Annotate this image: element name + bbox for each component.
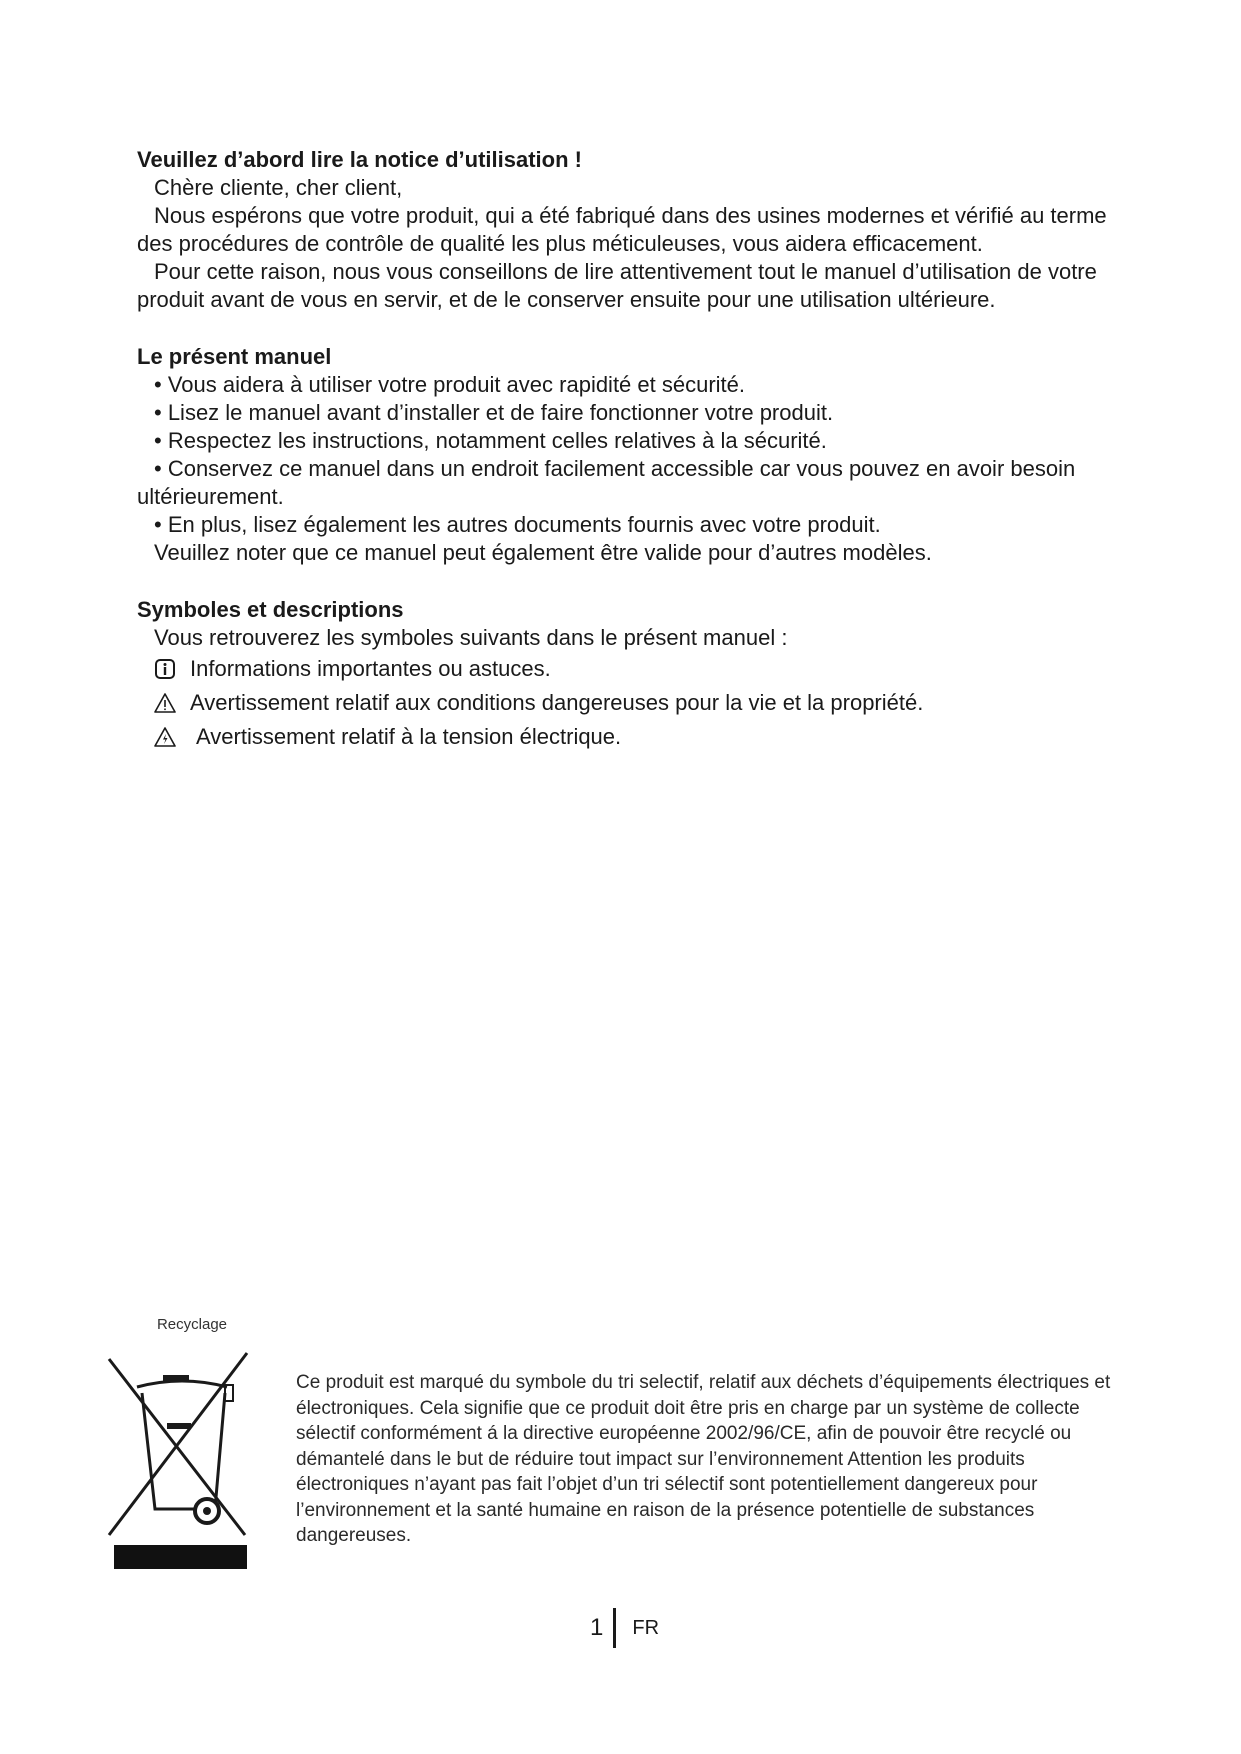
symbols-title: Symboles et descriptions: [137, 597, 404, 622]
symbols-intro: Vous retrouverez les symboles suivants dans le présent manuel :: [154, 625, 788, 650]
page-footer: [590, 1608, 659, 1648]
main-content: [137, 146, 1137, 754]
recycling-symbol: [107, 1316, 257, 1574]
symbol-description: Avertissement relatif à la tension électrique.: [196, 724, 622, 749]
electric-warning-icon: [154, 726, 176, 748]
greeting: Chère cliente, cher client,: [154, 175, 403, 200]
warning-icon: [154, 692, 176, 714]
intro-paragraph-1: Nous espérons que votre produit, qui a été fabriqué dans des usines modernes et vérifié au terme des procédures de contrôle de qualité les plus méticuleuses, vous aidera efficacement.: [137, 203, 1107, 256]
recycling-text: Ce produit est marqué du symbole du tri selectif, relatif aux déchets d’équipements électriques et électroniques. Cela signifie que ce produit doit être pris en charge par un système de collecte sélectif conformément á la directive européenne 2002/96/CE, afin de pouvoir être recyclé ou démantelé dans le but de réduire tout impact sur l’environnement Attention les produits électroniques n’ayant pas fait l’objet d’un tri sélectif sont potentiellement dangereux pour l’environnement et la santé humaine en raison de la présence potentielle de substances dangereuses.: [296, 1372, 1111, 1546]
symbol-row: [137, 720, 1137, 754]
info-icon: [154, 658, 176, 680]
symbol-description: Avertissement relatif aux conditions dangereuses pour la vie et la propriété.: [190, 690, 924, 715]
manual-bullet: • Lisez le manuel avant d’installer et de faire fonctionner votre produit.: [154, 400, 834, 425]
recycling-label: Recyclage: [156, 1316, 228, 1333]
manual-note: Veuillez noter que ce manuel peut également être valide pour d’autres modèles.: [154, 540, 932, 565]
manual-bullet: • Respectez les instructions, notamment celles relatives à la sécurité.: [154, 428, 827, 453]
crossed-out-bin-icon: [107, 1339, 257, 1569]
page-number: 1: [590, 1614, 604, 1641]
symbol-row: [137, 652, 1137, 686]
manual-bullet: • Conservez ce manuel dans un endroit facilement accessible car vous pouvez en avoir besoin ultérieurement.: [137, 456, 1076, 509]
manual-bullet: • En plus, lisez également les autres documents fournis avec votre produit.: [154, 512, 881, 537]
manual-bullet: • Vous aidera à utiliser votre produit avec rapidité et sécurité.: [154, 372, 746, 397]
symbol-description: Informations importantes ou astuces.: [190, 656, 551, 681]
footer-divider: [613, 1608, 616, 1648]
intro-paragraph-2: Pour cette raison, nous vous conseillons de lire attentivement tout le manuel d’utilisation de votre produit avant de vous en servir, et de le conserver ensuite pour une utilisation ultérieure.: [137, 259, 1097, 312]
manual-title: Le présent manuel: [137, 344, 332, 369]
language-code: FR: [632, 1616, 660, 1639]
symbol-row: [137, 686, 1137, 720]
intro-title: Veuillez d’abord lire la notice d’utilisation !: [137, 147, 582, 172]
